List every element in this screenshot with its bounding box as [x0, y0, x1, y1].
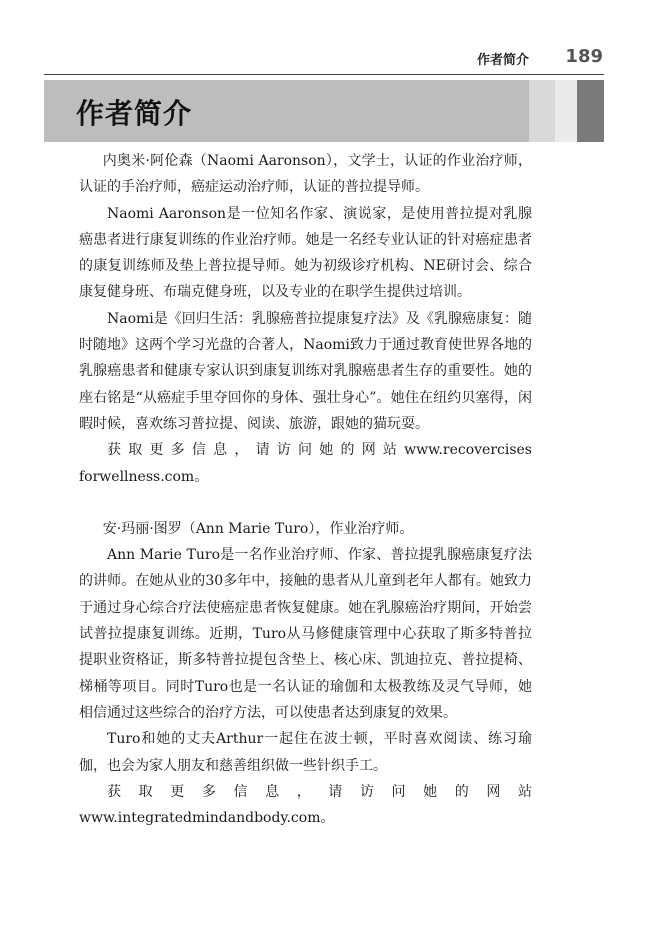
- title-band-strip-light: [529, 80, 555, 142]
- chapter-title: 作者简介: [76, 97, 193, 130]
- author-section-aaronson: [79, 148, 532, 490]
- chapter-title-band: [44, 80, 604, 142]
- author-section-turo: [79, 516, 532, 832]
- title-band-strip-dark: [577, 80, 604, 142]
- running-title: 作者简介: [476, 53, 529, 68]
- author-intro: 内奥米·阿伦森（Naomi Aaronson），文学士，认证的作业治疗师，认证的手治疗师，癌症运动治疗师，认证的普拉提导师。: [79, 153, 532, 196]
- page-number: 189: [565, 46, 603, 67]
- website-paragraph: 获取更多信息，请访问她的网站www.recovercises forwellness.com。: [79, 442, 532, 485]
- running-head: [0, 46, 665, 70]
- bio-paragraph: Turo和她的丈夫Arthur一起住在波士顿，平时喜欢阅读、练习瑜伽，也会为家人朋友和慈善组织做一些针织手工。: [79, 731, 532, 774]
- title-band-strip-lighter: [555, 80, 577, 142]
- page-body: [79, 148, 532, 831]
- author-intro: 安·玛丽·图罗（Ann Marie Turo），作业治疗师。: [102, 520, 414, 537]
- header-rule: [44, 74, 604, 75]
- bio-paragraph: Ann Marie Turo是一名作业治疗师、作家、普拉提乳腺癌康复疗法的讲师。在她从业的30多年中，接触的患者从儿童到老年人都有。她致力于通过身心综合疗法使癌症患者恢复健康。她在乳腺癌治疗期间，开始尝试普拉提康复训练。近期，Turo从马修健康管理中心获取了斯多特普拉提职业资格证，斯多特普拉提包含垫上、核心床、凯迪拉克、普拉提椅、梯桶等项目。同时Turo也是一名认证的瑜伽和太极教练及灵气导师，她相信通过这些综合的治疗方法，可以使患者达到康复的效果。: [79, 547, 532, 721]
- bio-paragraph: Naomi Aaronson是一位知名作家、演说家，是使用普拉提对乳腺癌患者进行康复训练的作业治疗师。她是一名经专业认证的针对癌症患者的康复训练师及垫上普拉提导师。她为初级诊疗机构、NE研讨会、综合康复健身班、布瑞克健身班，以及专业的在职学生提供过培训。: [79, 205, 532, 301]
- bio-paragraph: Naomi是《回归生活：乳腺癌普拉提康复疗法》及《乳腺癌康复：随时随地》这两个学习光盘的合著人，Naomi致力于通过教育使世界各地的乳腺癌患者和健康专家认识到康复训练对乳腺癌患者生存的重要性。她的座右铭是“从癌症手里夺回你的身体、强壮身心”。她住在纽约贝塞得，闲暇时候，喜欢练习普拉提、阅读、旅游，跟她的猫玩耍。: [79, 310, 532, 432]
- section-spacer: [79, 490, 532, 516]
- website-paragraph: 获取更多信息，请访问她的网站www.integratedmindandbody.com。: [79, 783, 532, 827]
